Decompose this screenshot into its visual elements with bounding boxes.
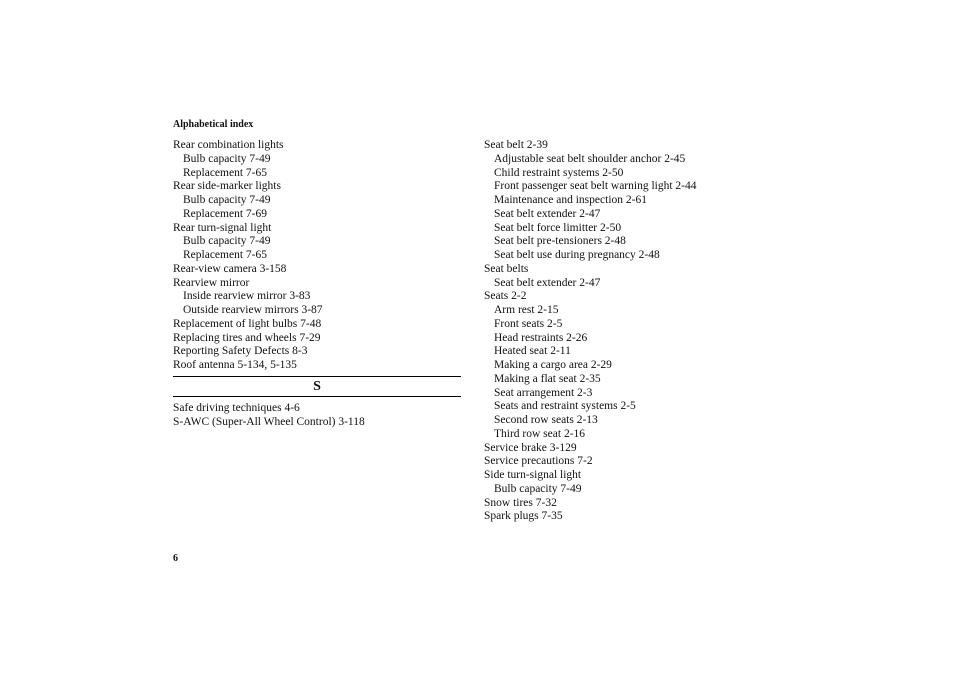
index-entry: Snow tires 7-32 <box>484 496 557 509</box>
index-column-right <box>484 139 784 524</box>
index-entry: Side turn-signal light <box>484 469 582 481</box>
index-entry: Seat belt 2-39 <box>484 139 548 151</box>
index-subentry: Seat belt use during pregnancy 2-48 <box>494 249 660 261</box>
index-subentry: Seat arrangement 2-3 <box>494 386 593 399</box>
right-entries-list <box>484 139 784 524</box>
index-entry: S-AWC (Super-All Wheel Control) 3-118 <box>173 415 365 428</box>
index-entry: Rear-view camera 3-158 <box>173 262 287 275</box>
index-subentry: Replacement 7-65 <box>183 249 267 261</box>
index-entry: Rearview mirror <box>173 276 250 289</box>
index-subentry: Arm rest 2-15 <box>494 304 559 316</box>
index-subentry: Seat belt force limitter 2-50 <box>494 221 622 234</box>
index-subentry: Seat belt extender 2-47 <box>494 207 601 220</box>
index-column-left <box>173 139 461 429</box>
index-subentry: Bulb capacity 7-49 <box>183 194 271 206</box>
index-subentry: Making a cargo area 2-29 <box>494 359 612 371</box>
index-entry: Seats 2-2 <box>484 290 527 303</box>
index-subentry: Second row seats 2-13 <box>494 414 598 426</box>
index-entry: Replacement of light bulbs 7-48 <box>173 317 322 330</box>
index-entry: Reporting Safety Defects 8-3 <box>173 345 308 358</box>
index-entry: Spark plugs 7-35 <box>484 510 563 523</box>
index-entry: Seat belts <box>484 262 529 275</box>
index-subentry: Bulb capacity 7-49 <box>494 482 582 495</box>
r-entries-list <box>173 139 461 373</box>
index-entry: Service brake 3-129 <box>484 441 577 454</box>
index-subentry: Seat belt pre-tensioners 2-48 <box>494 235 626 248</box>
index-subentry: Third row seat 2-16 <box>494 427 586 440</box>
index-subentry: Heated seat 2-11 <box>494 345 571 358</box>
index-entry: Service precautions 7-2 <box>484 455 593 468</box>
index-subentry: Maintenance and inspection 2-61 <box>494 194 647 206</box>
s-entries-list <box>173 402 461 430</box>
page-header: Alphabetical index <box>173 119 254 130</box>
index-entry: Roof antenna 5-134, 5-135 <box>173 359 297 371</box>
index-entry: Rear combination lights <box>173 139 284 151</box>
index-entry: Replacing tires and wheels 7-29 <box>173 331 321 344</box>
index-subentry: Seats and restraint systems 2-5 <box>494 400 636 413</box>
index-subentry: Front passenger seat belt warning light 2-44 <box>494 180 697 193</box>
index-subentry: Adjustable seat belt shoulder anchor 2-45 <box>494 152 686 165</box>
index-entry: Rear side-marker lights <box>173 180 281 193</box>
index-subentry: Seat belt extender 2-47 <box>494 276 601 289</box>
index-subentry: Head restraints 2-26 <box>494 331 588 344</box>
index-subentry: Bulb capacity 7-49 <box>183 152 271 165</box>
index-subentry: Replacement 7-65 <box>183 166 267 179</box>
page-number: 6 <box>173 553 178 564</box>
index-subentry: Making a flat seat 2-35 <box>494 372 601 385</box>
index-subentry: Front seats 2-5 <box>494 317 563 330</box>
index-entry: Rear turn-signal light <box>173 221 272 234</box>
index-subentry: Outside rearview mirrors 3-87 <box>183 304 323 316</box>
index-subentry: Inside rearview mirror 3-83 <box>183 290 311 303</box>
section-letter-divider: S <box>173 376 461 397</box>
index-subentry: Child restraint systems 2-50 <box>494 166 624 179</box>
index-entry: Safe driving techniques 4-6 <box>173 401 300 414</box>
index-subentry: Replacement 7-69 <box>183 207 267 220</box>
index-subentry: Bulb capacity 7-49 <box>183 235 271 248</box>
